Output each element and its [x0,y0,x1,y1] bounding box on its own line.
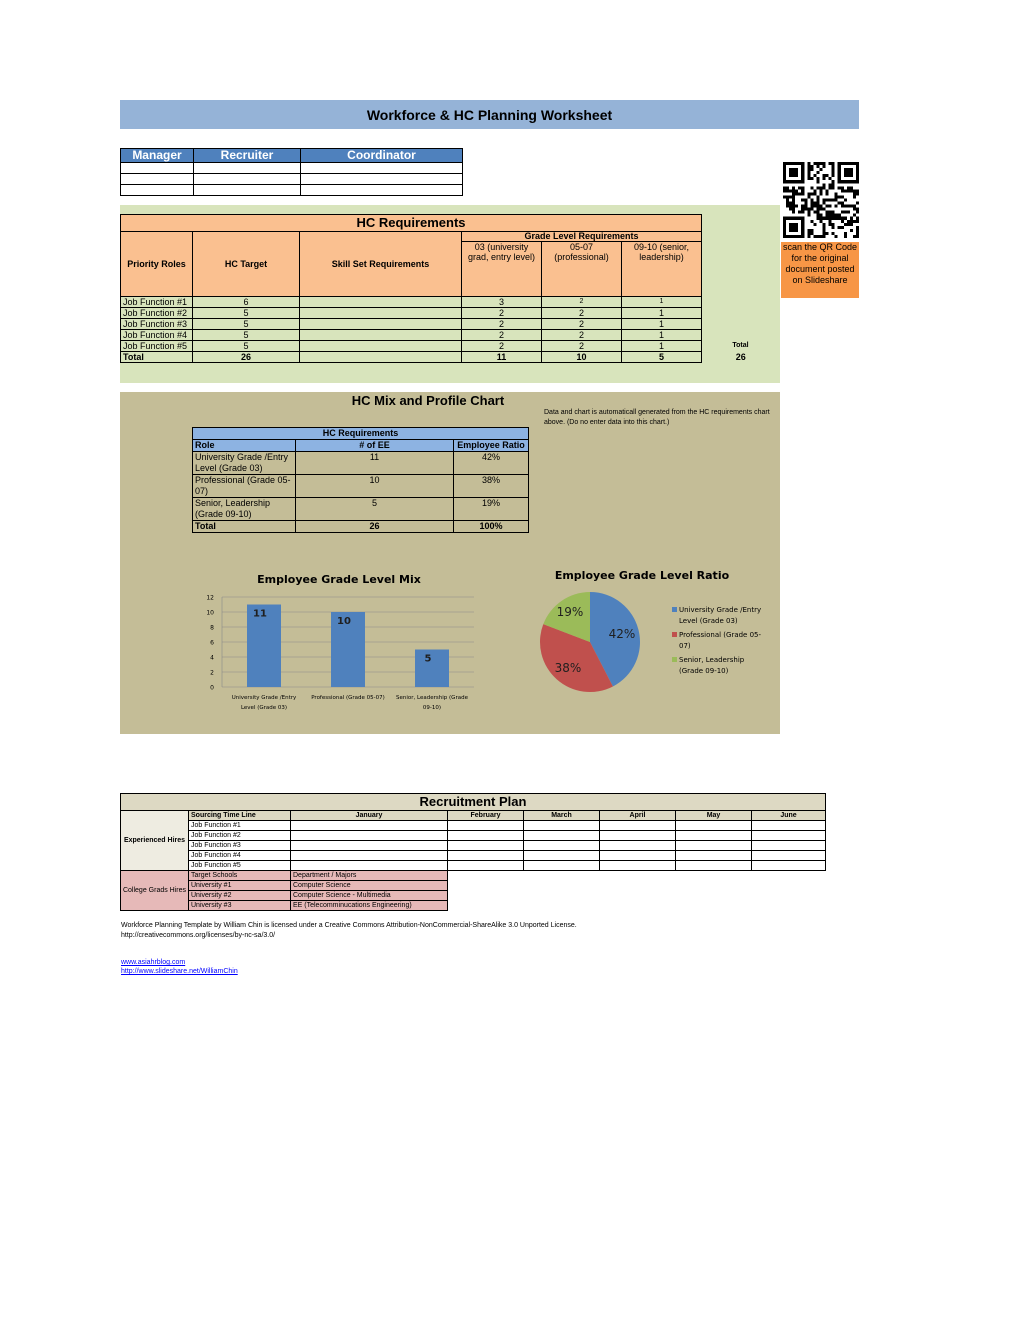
legend-label: Level (Grade 03) [679,617,738,625]
legend-swatch [672,657,677,662]
job-function-label: Job Function #4 [189,851,291,861]
grade-cell[interactable]: 2 [542,341,622,352]
pie-chart [530,562,780,702]
school-name: University #3 [189,901,291,911]
grade-cell[interactable]: 1 [622,341,702,352]
blog-link[interactable]: www.asiahrblog.com [121,959,186,966]
skill-cell[interactable] [300,330,462,341]
pie-value-label: 38% [554,661,582,675]
manager-header: Manager [121,149,194,163]
slideshare-link[interactable]: http://www.slideshare.net/WilliamChin [121,968,238,975]
target-cell[interactable]: 5 [193,308,300,319]
pie-value-label: 19% [556,605,584,619]
ratio-header: Employee Ratio [454,440,529,452]
mix-ee: 5 [296,498,454,521]
grade-cell[interactable]: 3 [462,297,542,308]
grade-03-header: 03 (university grad, entry level) [462,242,542,297]
job-function-label: Job Function #5 [189,861,291,871]
mix-ratio: 42% [454,452,529,475]
grade-cell[interactable]: 1 [622,319,702,330]
target-schools-header: Target Schools [189,871,291,881]
grade-cell[interactable]: 1 [622,308,702,319]
bar-value-label: 11 [253,608,267,620]
staff-table [120,148,463,196]
mix-total-ee: 26 [296,521,454,533]
mix-table-title: HC Requirements [193,428,529,440]
mix-total-ratio: 100% [454,521,529,533]
x-tick-label: Level (Grade 03) [240,705,288,711]
college-grads-label: College Grads Hires [121,871,189,911]
grade-05-07-header: 05-07 (professional) [542,242,622,297]
y-tick-label: 4 [210,654,214,662]
target-cell[interactable]: 6 [193,297,300,308]
coordinator-cell[interactable] [301,163,463,174]
bar-value-label: 5 [424,653,432,665]
bar-chart [192,565,492,720]
month-header: May [676,811,752,821]
hc-mix-note: Data and chart is automaticall generated from the HC requirements chart above. (Do no enter data into this chart.) [544,409,770,426]
grand-total-label: Total [732,341,749,349]
recruiter-cell[interactable] [194,174,301,185]
qr-code-icon [783,160,859,240]
mix-ratio: 19% [454,498,529,521]
mix-ee: 11 [296,452,454,475]
grade-cell[interactable]: 1 [622,297,702,308]
total-grade-09-10: 5 [622,352,702,363]
hc-mix-table [192,427,529,533]
mix-role: Senior, Leadership (Grade 09-10) [193,498,296,521]
y-tick-label: 10 [206,609,214,617]
month-header: January [291,811,448,821]
role-cell: Job Function #2 [121,308,193,319]
y-tick-label: 0 [210,684,214,692]
coordinator-cell[interactable] [301,174,463,185]
page-title: Workforce & HC Planning Worksheet [120,100,859,129]
legend-label: Professional (Grade 05- [679,631,762,639]
month-header: June [752,811,826,821]
grade-cell[interactable]: 1 [622,330,702,341]
legend-label: 07) [679,642,691,650]
bar-value-label: 10 [337,616,351,627]
bar [415,650,449,688]
manager-cell[interactable] [121,163,194,174]
mix-role: University Grade /Entry Level (Grade 03) [193,452,296,475]
skill-cell[interactable] [300,319,462,330]
x-tick-label: Professional (Grade 05-07) [311,695,385,701]
skill-cell[interactable] [300,341,462,352]
manager-cell[interactable] [121,185,194,196]
grade-cell[interactable]: 2 [542,319,622,330]
school-dept: Computer Science - Multimedia [291,891,448,901]
target-cell[interactable]: 5 [193,330,300,341]
job-function-label: Job Function #2 [189,831,291,841]
role-cell: Job Function #3 [121,319,193,330]
target-cell[interactable]: 5 [193,341,300,352]
recruiter-cell[interactable] [194,163,301,174]
month-header: April [600,811,676,821]
legend-label: (Grade 09-10) [679,667,729,675]
school-dept: EE (Telecomminucations Engineering) [291,901,448,911]
role-cell: Job Function #1 [121,297,193,308]
ee-header: # of EE [296,440,454,452]
dept-majors-header: Department / Majors [291,871,448,881]
x-tick-label: Senior, Leadership (Grade [396,695,468,701]
y-tick-label: 12 [206,594,214,602]
grade-cell[interactable]: 2 [462,319,542,330]
license-url: http://creativecommons.org/licenses/by-nc-sa/3.0/ [121,932,276,939]
bar-chart-title: Employee Grade Level Mix [257,573,421,586]
grade-cell[interactable]: 2 [542,308,622,319]
priority-roles-header: Priority Roles [121,232,193,297]
x-tick-label: University Grade /Entry [231,695,297,701]
sourcing-timeline-label: Sourcing Time Line [189,811,291,821]
skill-cell[interactable] [300,297,462,308]
role-header: Role [193,440,296,452]
license-text: Workforce Planning Template by William Chin is licensed under a Creative Commons Attribution-NonCommercial-ShareAlike 3.0 Unported License. [121,922,577,929]
y-tick-label: 8 [210,624,214,632]
legend-label: Senior, Leadership [679,656,745,664]
hc-requirements-table [120,214,780,363]
school-dept: Computer Science [291,881,448,891]
mix-ratio: 38% [454,475,529,498]
mix-total-label: Total [193,521,296,533]
coordinator-header: Coordinator [301,149,463,163]
recruiter-cell[interactable] [194,185,301,196]
skill-cell[interactable] [300,308,462,319]
hc-target-header: HC Target [193,232,300,297]
hc-requirements-title: HC Requirements [121,215,702,232]
school-name: University #1 [189,881,291,891]
mix-role: Professional (Grade 05-07) [193,475,296,498]
grade-cell[interactable]: 2 [542,297,622,308]
recruiter-header: Recruiter [194,149,301,163]
target-cell[interactable]: 5 [193,319,300,330]
grand-total-value: 26 [735,351,746,362]
role-cell: Job Function #5 [121,341,193,352]
school-name: University #2 [189,891,291,901]
grade-cell[interactable]: 2 [542,330,622,341]
x-tick-label: 09-10) [422,705,442,711]
skill-set-header: Skill Set Requirements [300,232,462,297]
pie-chart-title: Employee Grade Level Ratio [554,569,730,582]
total-label: Total [121,352,193,363]
total-target: 26 [193,352,300,363]
job-function-label: Job Function #1 [189,821,291,831]
recruitment-plan-table [120,793,826,911]
legend-label: University Grade /Entry [679,606,762,614]
manager-cell[interactable] [121,174,194,185]
experienced-hires-label: Experienced Hires [121,811,189,871]
recruitment-plan-title: Recruitment Plan [121,794,826,811]
coordinator-cell[interactable] [301,185,463,196]
job-function-label: Job Function #3 [189,841,291,851]
total-grade-05-07: 10 [542,352,622,363]
grade-09-10-header: 09-10 (senior, leadership) [622,242,702,297]
legend-swatch [672,607,677,612]
month-header: February [448,811,524,821]
grade-cell[interactable]: 2 [462,308,542,319]
legend-swatch [672,632,677,637]
total-grade-03: 11 [462,352,542,363]
grade-cell[interactable]: 2 [462,341,542,352]
y-tick-label: 6 [210,639,214,647]
grade-cell[interactable]: 2 [462,330,542,341]
role-cell: Job Function #4 [121,330,193,341]
qr-note: scan the QR Code for the original document posted on Slideshare [781,242,859,298]
y-tick-label: 2 [210,669,214,677]
grade-level-header: Grade Level Requirements [462,232,702,242]
mix-ee: 10 [296,475,454,498]
month-header: March [524,811,600,821]
pie-value-label: 42% [608,627,636,641]
hc-mix-title: HC Mix and Profile Chart [351,393,505,408]
